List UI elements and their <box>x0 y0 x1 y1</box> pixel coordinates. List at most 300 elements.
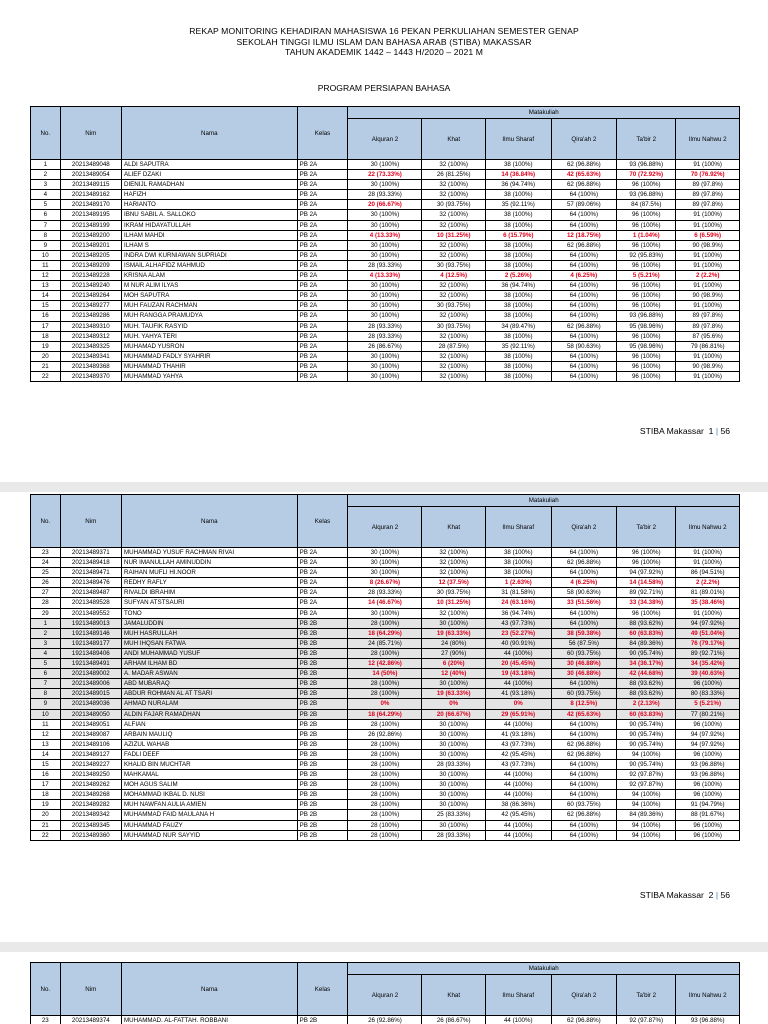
cell-attendance: 30 (100%) <box>348 180 422 190</box>
cell-attendance: 22 (73.33%) <box>348 170 422 180</box>
cell-attendance: 96 (100%) <box>617 180 676 190</box>
cell-attendance: 96 (100%) <box>676 830 740 840</box>
cell-no: 4 <box>31 648 61 658</box>
cell-no: 18 <box>31 331 61 341</box>
cell-attendance: 32 (100%) <box>422 371 485 381</box>
cell-kelas: PB 2A <box>297 170 348 180</box>
cell-nim: 20213489054 <box>60 170 121 180</box>
cell-kelas: PB 2B <box>297 699 348 709</box>
cell-attendance: 28 (100%) <box>348 689 422 699</box>
cell-attendance: 28 (100%) <box>348 749 422 759</box>
cell-attendance: 93 (96.88%) <box>617 190 676 200</box>
cell-attendance: 0% <box>348 699 422 709</box>
cell-attendance: 62 (96.88%) <box>551 180 617 190</box>
cell-attendance: 95 (98.96%) <box>617 321 676 331</box>
cell-attendance: 30 (100%) <box>348 548 422 558</box>
cell-attendance: 91 (100%) <box>676 351 740 361</box>
cell-kelas: PB 2A <box>297 260 348 270</box>
cell-kelas: PB 2B <box>297 618 348 628</box>
cell-attendance: 42 (95.45%) <box>485 810 551 820</box>
table-row <box>31 618 740 628</box>
col-header-nama: Nama <box>121 107 297 160</box>
cell-kelas: PB 2B <box>297 709 348 719</box>
cell-no: 21 <box>31 361 61 371</box>
cell-attendance: 88 (93.62%) <box>617 618 676 628</box>
cell-nim: 20213489342 <box>60 810 121 820</box>
cell-attendance: 64 (100%) <box>551 361 617 371</box>
col-header-subject: Khat <box>422 119 485 160</box>
cell-attendance: 35 (92.11%) <box>485 200 551 210</box>
col-header-kelas: Kelas <box>297 107 348 160</box>
table-row <box>31 628 740 638</box>
cell-attendance: 28 (93.33%) <box>348 321 422 331</box>
cell-attendance: 1 (1.04%) <box>617 230 676 240</box>
cell-attendance: 88 (93.62%) <box>617 689 676 699</box>
cell-attendance: 49 (51.04%) <box>676 628 740 638</box>
cell-attendance: 2 (2.2%) <box>676 578 740 588</box>
cell-attendance: 32 (100%) <box>422 558 485 568</box>
cell-attendance: 94 (100%) <box>617 820 676 830</box>
cell-kelas: PB 2A <box>297 341 348 351</box>
cell-kelas: PB 2B <box>297 638 348 648</box>
cell-nama: HAFIZH <box>121 190 297 200</box>
table-row <box>31 759 740 769</box>
col-header-subject: Ta'bir 2 <box>617 119 676 160</box>
cell-nama: NUR IMANULLAH AMINUDDIN <box>121 558 297 568</box>
cell-attendance: 32 (100%) <box>422 240 485 250</box>
cell-attendance: 44 (100%) <box>485 679 551 689</box>
cell-attendance: 36 (94.74%) <box>485 180 551 190</box>
col-header-subject: Ilmu Sharaf <box>485 119 551 160</box>
cell-attendance: 90 (95.74%) <box>617 759 676 769</box>
col-header-matakuliah: Matakuliah <box>348 963 740 975</box>
cell-attendance: 93 (96.88%) <box>676 1016 740 1024</box>
col-header-subject: Ta'bir 2 <box>617 975 676 1016</box>
cell-attendance: 64 (100%) <box>551 759 617 769</box>
cell-attendance: 30 (100%) <box>422 679 485 689</box>
cell-attendance: 91 (100%) <box>676 281 740 291</box>
table-row <box>31 749 740 759</box>
cell-attendance: 64 (100%) <box>551 220 617 230</box>
cell-no: 11 <box>31 719 61 729</box>
cell-attendance: 8 (12.5%) <box>551 699 617 709</box>
cell-attendance: 79 (86.81%) <box>676 341 740 351</box>
cell-attendance: 94 (100%) <box>617 800 676 810</box>
table-row <box>31 170 740 180</box>
program-title: PROGRAM PERSIAPAN BAHASA <box>317 83 451 93</box>
cell-nama: MUHAMAD YUSRON <box>121 341 297 351</box>
cell-no: 12 <box>31 729 61 739</box>
cell-no: 13 <box>31 281 61 291</box>
cell-nim: 20213489036 <box>60 699 121 709</box>
cell-attendance: 42 (65.63%) <box>551 170 617 180</box>
cell-nim: 19213489406 <box>60 648 121 658</box>
cell-nama: ANDI MUHAMMAD YUSUF <box>121 648 297 658</box>
cell-kelas: PB 2B <box>297 739 348 749</box>
cell-nama: ALIEF DZAKI <box>121 170 297 180</box>
cell-attendance: 44 (100%) <box>485 780 551 790</box>
cell-attendance: 38 (100%) <box>485 240 551 250</box>
table-row <box>31 729 740 739</box>
cell-kelas: PB 2A <box>297 558 348 568</box>
cell-kelas: PB 2A <box>297 351 348 361</box>
cell-attendance: 60 (93.75%) <box>551 800 617 810</box>
cell-attendance: 5 (5.21%) <box>617 271 676 281</box>
cell-no: 22 <box>31 830 61 840</box>
cell-attendance: 32 (100%) <box>422 361 485 371</box>
table-row <box>31 190 740 200</box>
cell-attendance: 2 (5.26%) <box>485 271 551 281</box>
cell-attendance: 32 (100%) <box>422 311 485 321</box>
cell-attendance: 14 (46.67%) <box>348 598 422 608</box>
cell-attendance: 96 (100%) <box>676 780 740 790</box>
cell-attendance: 92 (97.87%) <box>617 1016 676 1024</box>
cell-nim: 20213489268 <box>60 790 121 800</box>
cell-attendance: 93 (96.88%) <box>676 759 740 769</box>
cell-attendance: 24 (63.16%) <box>485 598 551 608</box>
cell-nim: 20213489170 <box>60 200 121 210</box>
cell-attendance: 94 (100%) <box>617 790 676 800</box>
cell-no: 7 <box>31 220 61 230</box>
cell-attendance: 5 (5.21%) <box>676 699 740 709</box>
cell-attendance: 41 (93.18%) <box>485 729 551 739</box>
cell-kelas: PB 2B <box>297 770 348 780</box>
cell-nama: MUH IHQSAN FATWA <box>121 638 297 648</box>
cell-kelas: PB 2B <box>297 749 348 759</box>
col-header-nim: Nim <box>60 107 121 160</box>
cell-attendance: 64 (100%) <box>551 719 617 729</box>
cell-attendance: 28 (93.33%) <box>348 190 422 200</box>
cell-attendance: 30 (100%) <box>348 361 422 371</box>
document-page-3 <box>0 952 768 1024</box>
cell-attendance: 19 (63.33%) <box>422 628 485 638</box>
cell-kelas: PB 2A <box>297 568 348 578</box>
col-header-no: No. <box>31 107 61 160</box>
cell-attendance: 84 (89.36%) <box>617 638 676 648</box>
cell-attendance: 38 (100%) <box>485 291 551 301</box>
cell-nim: 20213489360 <box>60 830 121 840</box>
cell-nim: 20213489262 <box>60 780 121 790</box>
cell-kelas: PB 2B <box>297 810 348 820</box>
cell-nama: IKRAM HIDAYATULLAH <box>121 220 297 230</box>
cell-kelas: PB 2A <box>297 240 348 250</box>
cell-attendance: 44 (100%) <box>485 648 551 658</box>
cell-attendance: 64 (100%) <box>551 790 617 800</box>
cell-attendance: 62 (96.88%) <box>551 1016 617 1024</box>
cell-no: 23 <box>31 548 61 558</box>
cell-attendance: 91 (100%) <box>676 558 740 568</box>
cell-nim: 20213489162 <box>60 190 121 200</box>
cell-kelas: PB 2B <box>297 729 348 739</box>
cell-attendance: 28 (100%) <box>348 830 422 840</box>
table-row <box>31 709 740 719</box>
col-header-nim: Nim <box>60 495 121 548</box>
cell-nama: KHALID BIN MUCHTAR <box>121 759 297 769</box>
cell-attendance: 29 (65.91%) <box>485 709 551 719</box>
cell-attendance: 96 (100%) <box>617 210 676 220</box>
cell-attendance: 30 (100%) <box>348 311 422 321</box>
cell-attendance: 23 (52.27%) <box>485 628 551 638</box>
cell-attendance: 93 (96.88%) <box>676 770 740 780</box>
cell-attendance: 28 (93.33%) <box>422 759 485 769</box>
table-row <box>31 351 740 361</box>
cell-nama: MAHKAMAL <box>121 770 297 780</box>
col-header-subject: Ilmu Nahwu 2 <box>676 975 740 1016</box>
cell-nim: 20213489528 <box>60 598 121 608</box>
cell-kelas: PB 2A <box>297 250 348 260</box>
cell-attendance: 4 (12.5%) <box>422 271 485 281</box>
cell-attendance: 28 (100%) <box>348 759 422 769</box>
cell-attendance: 32 (100%) <box>422 331 485 341</box>
cell-attendance: 28 (100%) <box>348 770 422 780</box>
cell-kelas: PB 2A <box>297 220 348 230</box>
cell-no: 28 <box>31 598 61 608</box>
cell-no: 16 <box>31 770 61 780</box>
cell-attendance: 96 (100%) <box>617 371 676 381</box>
cell-nama: M NUR ALIM ILYAS <box>121 281 297 291</box>
cell-attendance: 14 (50%) <box>348 669 422 679</box>
cell-attendance: 6 (6.59%) <box>676 230 740 240</box>
cell-attendance: 12 (42.86%) <box>348 659 422 669</box>
table-row <box>31 240 740 250</box>
cell-attendance: 64 (100%) <box>551 331 617 341</box>
cell-nim: 20213489205 <box>60 250 121 260</box>
cell-kelas: PB 2A <box>297 230 348 240</box>
cell-attendance: 30 (100%) <box>422 790 485 800</box>
cell-attendance: 96 (100%) <box>617 301 676 311</box>
cell-attendance: 30 (100%) <box>422 770 485 780</box>
cell-attendance: 56 (87.5%) <box>551 638 617 648</box>
cell-kelas: PB 2B <box>297 800 348 810</box>
cell-attendance: 30 (46.88%) <box>551 659 617 669</box>
cell-attendance: 96 (100%) <box>617 608 676 618</box>
col-header-kelas: Kelas <box>297 963 348 1016</box>
col-header-subject: Qira'ah 2 <box>551 507 617 548</box>
footer-brand: STIBA Makassar <box>639 426 704 436</box>
cell-nama: MUH FAUZAN RACHMAN <box>121 301 297 311</box>
cell-nim: 20213489048 <box>60 160 121 170</box>
cell-attendance: 28 (100%) <box>348 648 422 658</box>
cell-attendance: 93 (96.88%) <box>617 311 676 321</box>
cell-attendance: 10 (31.25%) <box>422 230 485 240</box>
table-row <box>31 669 740 679</box>
col-header-no: No. <box>31 963 61 1016</box>
cell-nim: 20213489002 <box>60 669 121 679</box>
cell-attendance: 96 (100%) <box>617 260 676 270</box>
cell-nim: 20213489368 <box>60 361 121 371</box>
cell-nim: 20213489106 <box>60 739 121 749</box>
cell-nama: TONO <box>121 608 297 618</box>
cell-attendance: 33 (34.38%) <box>617 598 676 608</box>
cell-attendance: 64 (100%) <box>551 250 617 260</box>
table-row <box>31 699 740 709</box>
cell-nim: 20213489264 <box>60 291 121 301</box>
cell-attendance: 91 (100%) <box>676 301 740 311</box>
cell-attendance: 91 (100%) <box>676 210 740 220</box>
cell-attendance: 90 (95.74%) <box>617 648 676 658</box>
cell-nim: 20213489286 <box>60 311 121 321</box>
cell-nama: ISMAIL ALHAFIDZ MAHMUD <box>121 260 297 270</box>
cell-kelas: PB 2A <box>297 291 348 301</box>
cell-no: 13 <box>31 739 61 749</box>
cell-attendance: 38 (100%) <box>485 351 551 361</box>
cell-attendance: 30 (93.75%) <box>422 301 485 311</box>
cell-attendance: 91 (100%) <box>676 250 740 260</box>
table-row <box>31 578 740 588</box>
cell-attendance: 36 (94.74%) <box>485 281 551 291</box>
table-row <box>31 588 740 598</box>
cell-attendance: 30 (93.75%) <box>422 321 485 331</box>
cell-attendance: 30 (100%) <box>348 351 422 361</box>
table-row <box>31 271 740 281</box>
cell-attendance: 19 (43.18%) <box>485 669 551 679</box>
cell-attendance: 4 (13.33%) <box>348 230 422 240</box>
cell-attendance: 26 (86.67%) <box>422 1016 485 1024</box>
cell-nama: MUH RANGGA PRAMUDYA <box>121 311 297 321</box>
cell-attendance: 28 (100%) <box>348 780 422 790</box>
cell-nama: MUHAMMAD FAUZY <box>121 820 297 830</box>
cell-attendance: 20 (66.67%) <box>348 200 422 210</box>
table-row <box>31 790 740 800</box>
cell-attendance: 60 (63.83%) <box>617 709 676 719</box>
cell-attendance: 92 (95.83%) <box>617 250 676 260</box>
cell-attendance: 30 (100%) <box>348 281 422 291</box>
cell-kelas: PB 2A <box>297 608 348 618</box>
cell-attendance: 30 (100%) <box>422 780 485 790</box>
cell-attendance: 84 (89.36%) <box>617 810 676 820</box>
report-header <box>0 26 768 58</box>
cell-attendance: 38 (100%) <box>485 311 551 321</box>
cell-attendance: 28 (100%) <box>348 800 422 810</box>
cell-attendance: 64 (100%) <box>551 820 617 830</box>
cell-kelas: PB 2A <box>297 578 348 588</box>
cell-attendance: 94 (100%) <box>617 749 676 759</box>
cell-attendance: 64 (100%) <box>551 548 617 558</box>
cell-attendance: 18 (64.29%) <box>348 709 422 719</box>
cell-nim: 20213489345 <box>60 820 121 830</box>
cell-kelas: PB 2B <box>297 669 348 679</box>
cell-no: 27 <box>31 588 61 598</box>
cell-nama: FADLI DEEF <box>121 749 297 759</box>
cell-nim: 20213489552 <box>60 608 121 618</box>
cell-attendance: 84 (87.5%) <box>617 200 676 210</box>
col-header-matakuliah: Matakuliah <box>348 107 740 119</box>
cell-attendance: 34 (89.47%) <box>485 321 551 331</box>
cell-attendance: 89 (97.8%) <box>676 321 740 331</box>
cell-attendance: 64 (100%) <box>551 679 617 689</box>
cell-attendance: 64 (100%) <box>551 190 617 200</box>
cell-attendance: 32 (100%) <box>422 180 485 190</box>
cell-attendance: 12 (37.5%) <box>422 578 485 588</box>
cell-nama: MUHAMMAD YAHYA <box>121 371 297 381</box>
cell-attendance: 76 (79.17%) <box>676 638 740 648</box>
cell-attendance: 94 (97.92%) <box>676 729 740 739</box>
cell-no: 3 <box>31 180 61 190</box>
cell-attendance: 18 (64.29%) <box>348 628 422 638</box>
footer-page-number: 2 <box>708 890 714 900</box>
footer-page-number: 1 <box>708 426 714 436</box>
table-row <box>31 648 740 658</box>
cell-nama: ARBAIN MAULIQ <box>121 729 297 739</box>
cell-kelas: PB 2B <box>297 679 348 689</box>
cell-nim: 20213489250 <box>60 770 121 780</box>
cell-attendance: 30 (93.75%) <box>422 200 485 210</box>
col-header-nama: Nama <box>121 495 297 548</box>
cell-attendance: 28 (93.33%) <box>348 260 422 270</box>
cell-attendance: 32 (100%) <box>422 548 485 558</box>
cell-attendance: 30 (100%) <box>348 291 422 301</box>
table-row <box>31 689 740 699</box>
cell-nim: 20213489050 <box>60 709 121 719</box>
cell-attendance: 20 (66.67%) <box>422 709 485 719</box>
cell-no: 7 <box>31 679 61 689</box>
cell-attendance: 96 (100%) <box>676 820 740 830</box>
cell-no: 8 <box>31 689 61 699</box>
cell-attendance: 30 (100%) <box>348 558 422 568</box>
cell-attendance: 38 (100%) <box>485 548 551 558</box>
footer-total-pages: 56 <box>720 426 730 436</box>
cell-attendance: 91 (100%) <box>676 160 740 170</box>
cell-attendance: 32 (100%) <box>422 568 485 578</box>
cell-attendance: 38 (59.38%) <box>551 628 617 638</box>
cell-kelas: PB 2A <box>297 200 348 210</box>
cell-attendance: 64 (100%) <box>551 568 617 578</box>
cell-attendance: 30 (46.88%) <box>551 669 617 679</box>
cell-nim: 20213489051 <box>60 719 121 729</box>
cell-attendance: 64 (100%) <box>551 618 617 628</box>
cell-attendance: 28 (100%) <box>348 719 422 729</box>
cell-attendance: 32 (100%) <box>422 220 485 230</box>
cell-attendance: 38 (100%) <box>485 568 551 578</box>
cell-attendance: 30 (100%) <box>422 749 485 759</box>
cell-nama: ABD MUBARAQ <box>121 679 297 689</box>
cell-kelas: PB 2B <box>297 780 348 790</box>
cell-nama: ABDUR ROHMAN AL AT TSARI <box>121 689 297 699</box>
cell-nim: 20213489240 <box>60 281 121 291</box>
table-row <box>31 548 740 558</box>
cell-nim: 20213489282 <box>60 800 121 810</box>
cell-attendance: 42 (65.63%) <box>551 709 617 719</box>
cell-attendance: 32 (100%) <box>422 351 485 361</box>
cell-kelas: PB 2A <box>297 311 348 321</box>
cell-attendance: 94 (97.92%) <box>676 618 740 628</box>
table-row <box>31 659 740 669</box>
table-row <box>31 160 740 170</box>
cell-attendance: 35 (38.46%) <box>676 598 740 608</box>
cell-no: 8 <box>31 230 61 240</box>
cell-no: 19 <box>31 800 61 810</box>
cell-no: 23 <box>31 1016 61 1024</box>
cell-attendance: 77 (80.21%) <box>676 709 740 719</box>
cell-attendance: 94 (100%) <box>617 830 676 840</box>
cell-attendance: 64 (100%) <box>551 301 617 311</box>
attendance-table <box>30 962 740 1024</box>
cell-attendance: 90 (98.9%) <box>676 361 740 371</box>
cell-attendance: 38 (86.36%) <box>485 800 551 810</box>
cell-attendance: 43 (97.73%) <box>485 759 551 769</box>
cell-nama: ALFIAN <box>121 719 297 729</box>
cell-nim: 20213489371 <box>60 548 121 558</box>
cell-attendance: 89 (92.71%) <box>617 588 676 598</box>
cell-attendance: 28 (93.33%) <box>348 588 422 598</box>
cell-nim: 20213489087 <box>60 729 121 739</box>
cell-nim: 20213489115 <box>60 180 121 190</box>
cell-attendance: 26 (92.86%) <box>348 1016 422 1024</box>
cell-kelas: PB 2A <box>297 271 348 281</box>
footer-separator: | <box>715 890 719 900</box>
cell-no: 6 <box>31 669 61 679</box>
cell-attendance: 26 (81.25%) <box>422 170 485 180</box>
